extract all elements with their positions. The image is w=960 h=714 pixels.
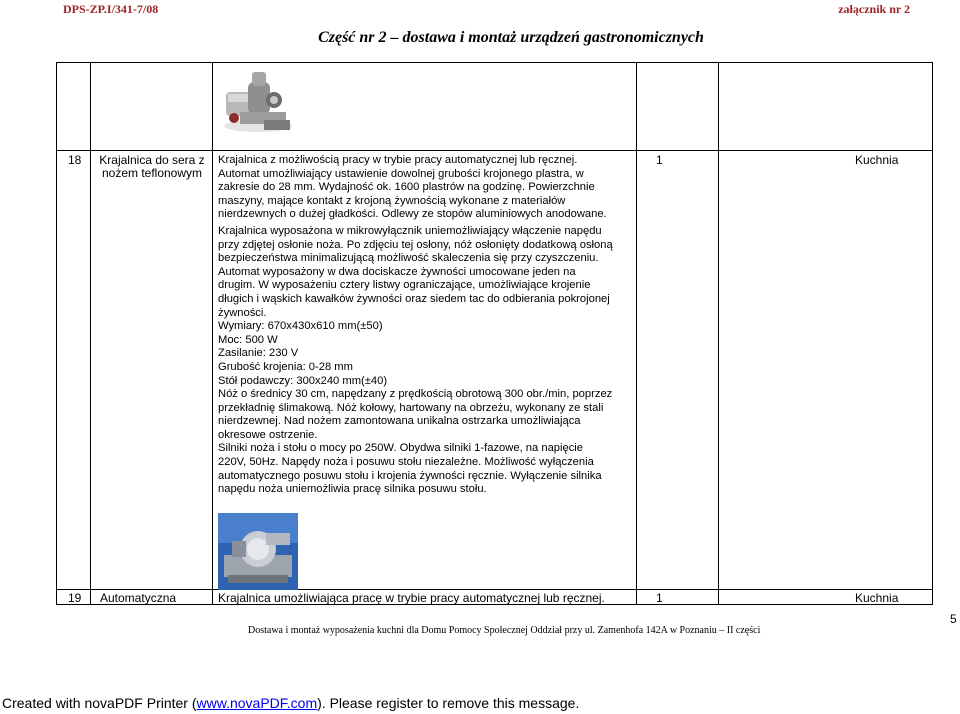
description-line: Zasilanie: 230 V <box>218 347 299 360</box>
page-footer: Dostawa i montaż wyposażenia kuchni dla Domu Pomocy Społecznej Oddział przy ul. Zamenhofa 142A w Poznaniu – II części <box>248 625 761 636</box>
description-line: Krajalnica z możliwością pracy w trybie pracy automatycznej lub ręcznej. <box>218 154 578 166</box>
description-line: bezpieczeństwa minimalizującą możliwość skaleczenia się przy czyszczeniu. <box>218 252 599 265</box>
description-line: Krajalnica wyposażona w mikrowyłącznik uniemożliwiający włączenie napędu <box>218 224 602 237</box>
item-name: Krajalnica do sera z nożem teflonowym <box>99 153 205 180</box>
document-title: Część nr 2 – dostawa i montaż urządzeń gastronomicznych <box>318 29 704 46</box>
description-line: przy zdjętej osłonie noża. Po zdjęciu tej osłony, nóż osłonięty dodatkową osłoną <box>218 238 613 251</box>
description-line: automatycznego posuwu stołu i krojenia żywności ręcznie. Wyłączenie silnika <box>218 469 602 482</box>
watermark-suffix: ). Please register to remove this message. <box>317 695 580 711</box>
item-description <box>218 154 630 497</box>
document-code: DPS-ZP.I/341-7/08 <box>63 2 159 16</box>
description-line: 220V, 50Hz. Napędy noża i posuwu stołu niezależne. Możliwość wyłączenia <box>218 456 594 469</box>
automatic-slicer-photo <box>218 513 298 590</box>
column-divider <box>718 62 719 605</box>
watermark-prefix: Created with novaPDF Printer ( <box>2 695 197 711</box>
item-quantity: 1 <box>656 153 663 167</box>
description-line: Wymiary: 670x430x610 mm(±50) <box>218 320 383 333</box>
description-line: Grubość krojenia: 0-28 mm <box>218 360 353 373</box>
description-line: napędu noża uniemożliwia pracę silnika posuwu stołu. <box>218 483 487 496</box>
item-location: Kuchnia <box>855 591 899 605</box>
description-line: Stół podawczy: 300x240 mm(±40) <box>218 374 388 387</box>
item-description: Krajalnica umożliwiająca pracę w trybie pracy automatycznej lub ręcznej. <box>218 591 605 605</box>
description-line: przekładnię ślimakową. Nóż kołowy, hartowany na obrzeżu, wykonany ze stali <box>218 401 604 414</box>
item-quantity: 1 <box>656 591 663 605</box>
novapdf-link[interactable]: www.novaPDF.com <box>196 695 318 711</box>
description-line: nierdzewnej. Nad nożem zamontowana unikalna ostrzarka umożliwiająca <box>218 415 581 428</box>
description-line: Nóż o średnicy 30 cm, napędzany z prędkością obrotową 300 obr./min, poprzez <box>218 388 613 401</box>
row-number: 19 <box>68 591 82 605</box>
description-line: żywności. <box>218 306 267 319</box>
description-line: drugim. W wyposażeniu cztery listwy ograniczające, umożliwiające krojenie <box>218 279 591 292</box>
column-divider <box>212 62 213 605</box>
page-number: 5 <box>950 612 957 626</box>
description-line: zakresie do 28 mm. Wydajność ok. 1600 plastrów na godzinę. Powierzchnie <box>218 181 595 194</box>
slicer-photo <box>218 66 295 138</box>
row-divider <box>56 150 933 151</box>
item-name: Automatyczna <box>100 591 177 605</box>
description-line: Silniki noża i stołu o mocy po 250W. Obydwa silniki 1-fazowe, na napięcie <box>218 442 584 455</box>
column-divider <box>636 62 637 605</box>
description-line: maszyny, mające kontakt z krojoną żywnością wykonane z materiałów <box>218 194 566 207</box>
description-line: Automat umożliwiający ustawienie dowolnej grubości krojonego plastra, w <box>218 167 584 180</box>
novapdf-watermark <box>2 695 579 711</box>
description-line: nierdzewnych o dużej gładkości. Odlewy ze stopów aluminiowych anodowane. <box>218 208 607 221</box>
row-divider <box>56 589 933 590</box>
description-line: Automat wyposażony w dwa dociskacze żywności umocowane jeden na <box>218 265 576 278</box>
column-divider <box>90 62 91 605</box>
description-line: Moc: 500 W <box>218 333 278 346</box>
attachment-label: załącznik nr 2 <box>838 2 910 16</box>
row-number: 18 <box>68 153 82 167</box>
description-line: długich i wąskich kawałków żywności oraz siedem tac do odbierania pokrojonej <box>218 292 610 305</box>
description-line: okresowe ostrzenie. <box>218 428 318 441</box>
item-location: Kuchnia <box>855 153 899 167</box>
